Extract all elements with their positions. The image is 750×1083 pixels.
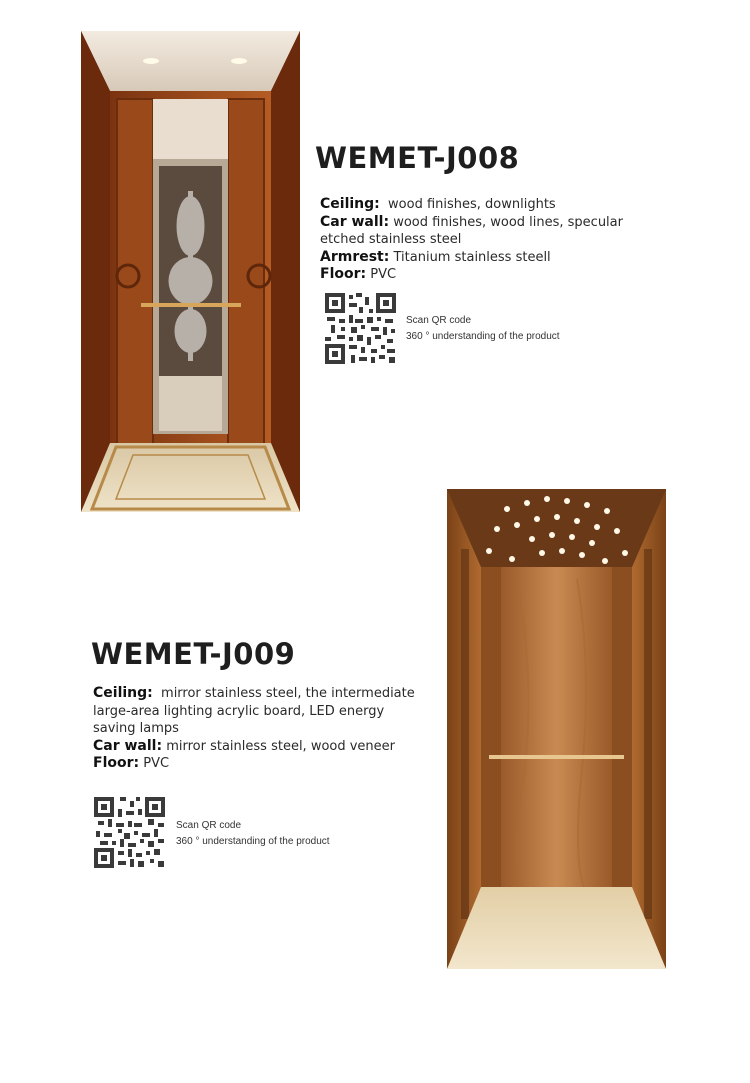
- spec-value: wood finishes, wood lines, specular etched stainless steel: [320, 214, 623, 247]
- qr-caption-line1: Scan QR code: [176, 820, 242, 831]
- spec-value: PVC: [143, 756, 170, 771]
- spec-label: Ceiling:: [320, 196, 380, 212]
- spec-value: PVC: [370, 267, 397, 282]
- qr-caption-j009: [176, 818, 330, 850]
- spec-row-car-wall: [93, 738, 428, 756]
- spec-value: wood finishes, downlights: [388, 197, 556, 212]
- qr-caption-line2: 360 ° understanding of the product: [406, 331, 560, 342]
- spec-label: Car wall:: [320, 213, 390, 230]
- spec-row-ceiling: [320, 196, 630, 214]
- spec-row-car-wall: [320, 214, 630, 249]
- spec-label: Car wall:: [93, 737, 163, 754]
- spec-list-j009: [93, 685, 428, 773]
- product-title-j009: WEMET-J009: [91, 637, 296, 671]
- spec-label: Armrest:: [320, 248, 390, 265]
- spec-list-j008: [320, 196, 630, 284]
- spec-label: Floor:: [320, 266, 367, 282]
- spec-row-armrest: [320, 249, 630, 267]
- qr-caption-line1: Scan QR code: [406, 315, 472, 326]
- elevator-photo-j008: [81, 31, 300, 512]
- spec-row-floor: [93, 755, 428, 773]
- spec-value: mirror stainless steel, wood veneer: [166, 738, 396, 754]
- qr-caption-j008: [406, 313, 560, 345]
- product-title-j008: WEMET-J008: [315, 141, 520, 175]
- elevator-photo-j009: [447, 489, 666, 969]
- qr-code-icon[interactable]: [94, 797, 165, 868]
- spec-value: Titanium stainless steell: [393, 249, 551, 265]
- spec-row-ceiling: [93, 685, 428, 738]
- spec-value: mirror stainless steel, the intermediate large-area lighting acrylic board, LED energy saving lamps: [93, 686, 415, 736]
- spec-label: Floor:: [93, 755, 140, 771]
- qr-code-icon[interactable]: [325, 293, 396, 364]
- spec-row-floor: [320, 266, 630, 284]
- spec-label: Ceiling:: [93, 685, 153, 701]
- qr-caption-line2: 360 ° understanding of the product: [176, 836, 330, 847]
